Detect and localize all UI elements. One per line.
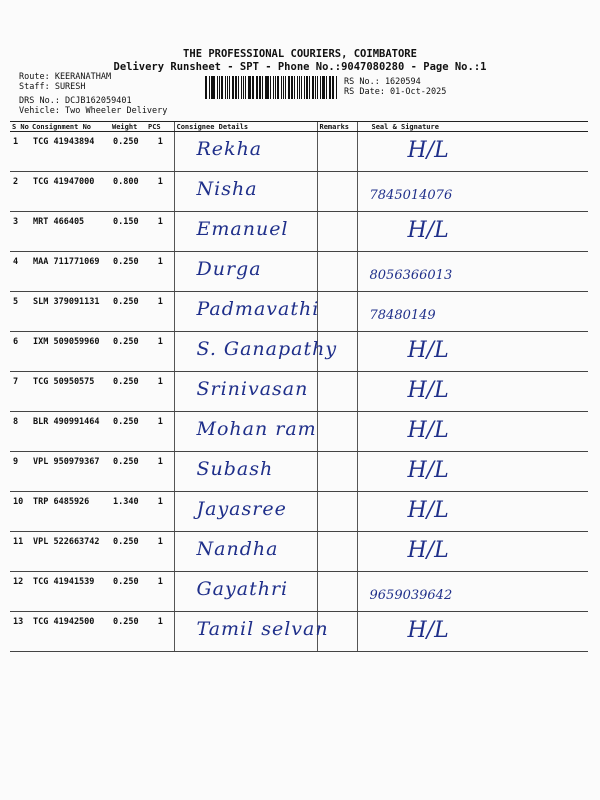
row-sno: 2	[10, 172, 30, 212]
runsheet-table	[10, 121, 588, 652]
runsheet-subtitle: Delivery Runsheet - SPT - Phone No.:9047080280 - Page No.:1	[113, 61, 487, 73]
table-row	[10, 132, 588, 172]
consignee-handwriting: Jayasree	[196, 498, 287, 520]
row-pcs: 1	[146, 572, 174, 612]
col-consignee: Consignee Details	[174, 122, 317, 132]
row-weight: 1.340	[110, 492, 146, 532]
signature: H/L	[407, 418, 449, 443]
barcode-bar	[212, 76, 215, 99]
barcode-bar	[221, 76, 223, 99]
row-weight: 0.250	[110, 612, 146, 652]
row-consignee	[174, 132, 317, 172]
signature: H/L	[407, 458, 449, 483]
row-consignment: SLM 379091131	[30, 292, 110, 332]
barcode-bar	[320, 76, 322, 99]
row-sno: 5	[10, 292, 30, 332]
table-row	[10, 452, 588, 492]
consignee-handwriting: Mohan ram	[196, 418, 317, 440]
vehicle-label: Vehicle: Two Wheeler Delivery	[19, 106, 168, 116]
row-sno: 8	[10, 412, 30, 452]
barcode-bar	[243, 76, 245, 99]
row-weight: 0.800	[110, 172, 146, 212]
row-remarks	[317, 572, 357, 612]
signature: H/L	[407, 618, 449, 643]
signature: H/L	[407, 338, 449, 363]
row-seal	[357, 132, 588, 172]
row-sno: 10	[10, 492, 30, 532]
row-seal	[357, 252, 588, 292]
signature: H/L	[407, 218, 449, 243]
route-label: Route: KEERANATHAM	[19, 72, 112, 82]
barcode-bar	[273, 76, 274, 99]
row-sno: 13	[10, 612, 30, 652]
row-weight: 0.250	[110, 292, 146, 332]
signature: H/L	[407, 498, 449, 523]
consignee-handwriting: Tamil selvan	[196, 618, 329, 640]
row-consignment: TCG 50950575	[30, 372, 110, 412]
barcode-bar	[262, 76, 263, 99]
row-seal	[357, 332, 588, 372]
row-consignment: TCG 41947000	[30, 172, 110, 212]
row-seal	[357, 372, 588, 412]
row-consignment: MAA 711771069	[30, 252, 110, 292]
barcode-bar	[317, 76, 318, 99]
row-consignment: TCG 41943894	[30, 132, 110, 172]
row-sno: 4	[10, 252, 30, 292]
row-weight: 0.250	[110, 532, 146, 572]
row-remarks	[317, 412, 357, 452]
row-consignee	[174, 172, 317, 212]
barcode	[205, 76, 338, 99]
row-weight: 0.250	[110, 132, 146, 172]
row-pcs: 1	[146, 412, 174, 452]
company-title: THE PROFESSIONAL COURIERS, COIMBATORE	[183, 48, 417, 60]
barcode-bar	[306, 76, 309, 99]
barcode-bar	[241, 76, 242, 99]
row-remarks	[317, 292, 357, 332]
barcode-bar	[277, 76, 279, 99]
row-remarks	[317, 532, 357, 572]
barcode-bar	[256, 76, 258, 99]
barcode-bar	[299, 76, 300, 99]
barcode-bar	[238, 76, 239, 99]
row-consignment: VPL 950979367	[30, 452, 110, 492]
table-row	[10, 612, 588, 652]
row-consignment: VPL 522663742	[30, 532, 110, 572]
barcode-bar	[322, 76, 325, 99]
row-weight: 0.250	[110, 252, 146, 292]
barcode-bar	[217, 76, 218, 99]
row-consignment: TCG 41942500	[30, 612, 110, 652]
row-consignment: TCG 41941539	[30, 572, 110, 612]
barcode-bar	[225, 76, 226, 99]
row-seal	[357, 452, 588, 492]
barcode-bar	[297, 76, 299, 99]
rs-number: RS No.: 1620594	[344, 77, 421, 87]
barcode-bar	[229, 76, 230, 99]
col-consignment: Consignment No	[30, 122, 110, 132]
table-row	[10, 572, 588, 612]
barcode-bar	[270, 76, 271, 99]
signature: H/L	[407, 538, 449, 563]
row-pcs: 1	[146, 252, 174, 292]
row-pcs: 1	[146, 212, 174, 252]
col-seal: Seal & Signature	[357, 122, 588, 132]
barcode-bar	[312, 76, 314, 99]
staff-label: Staff: SURESH	[19, 82, 86, 92]
row-sno: 9	[10, 452, 30, 492]
table-row	[10, 292, 588, 332]
signature-phone: 9659039642	[369, 588, 453, 603]
barcode-bar	[205, 76, 207, 99]
table-row	[10, 332, 588, 372]
row-seal	[357, 172, 588, 212]
row-consignee	[174, 572, 317, 612]
barcode-bar	[330, 76, 331, 99]
table-row	[10, 492, 588, 532]
row-consignee	[174, 332, 338, 372]
row-seal	[357, 532, 588, 572]
barcode-bar	[304, 76, 305, 99]
row-consignee	[174, 452, 317, 492]
barcode-bar	[259, 76, 261, 99]
row-remarks	[317, 452, 357, 492]
barcode-bar	[275, 76, 277, 99]
consignee-handwriting: Rekha	[196, 138, 263, 160]
barcode-bar	[291, 76, 293, 99]
signature: H/L	[407, 378, 449, 403]
row-seal	[357, 612, 588, 652]
table-row	[10, 172, 588, 212]
barcode-bar	[227, 76, 228, 99]
row-weight: 0.250	[110, 452, 146, 492]
barcode-bar	[211, 76, 212, 99]
row-pcs: 1	[146, 612, 174, 652]
barcode-bar	[266, 76, 269, 99]
row-consignee	[174, 252, 317, 292]
row-remarks	[317, 332, 357, 372]
row-consignee	[174, 372, 317, 412]
row-weight: 0.250	[110, 412, 146, 452]
barcode-bar	[235, 76, 237, 99]
signature-phone: 78480149	[369, 308, 436, 323]
barcode-bar	[309, 76, 310, 99]
row-seal	[357, 492, 588, 532]
barcode-bar	[281, 76, 282, 99]
row-sno: 1	[10, 132, 30, 172]
consignee-handwriting: Subash	[196, 458, 274, 480]
table-row	[10, 532, 588, 572]
barcode-bar	[245, 76, 246, 99]
consignee-handwriting: Emanuel	[196, 218, 289, 240]
row-remarks	[317, 492, 357, 532]
col-weight: Weight	[110, 122, 146, 132]
barcode-bar	[315, 76, 316, 99]
row-pcs: 1	[146, 132, 174, 172]
row-pcs: 1	[146, 172, 174, 212]
row-sno: 6	[10, 332, 30, 372]
barcode-bar	[336, 76, 337, 99]
barcode-bar	[253, 76, 254, 99]
row-consignee	[174, 292, 320, 332]
barcode-bar	[283, 76, 284, 99]
table-row	[10, 412, 588, 452]
row-sno: 3	[10, 212, 30, 252]
barcode-bar	[288, 76, 291, 99]
signature: H/L	[407, 138, 449, 163]
signature-phone: 7845014076	[369, 188, 453, 203]
table-row	[10, 212, 588, 252]
row-consignee	[174, 492, 317, 532]
row-consignee	[174, 612, 329, 652]
barcode-bar	[285, 76, 286, 99]
row-consignment: BLR 490991464	[30, 412, 110, 452]
drs-number: DRS No.: DCJB162059401	[19, 96, 132, 106]
consignee-handwriting: Srinivasan	[196, 378, 309, 400]
barcode-bar	[326, 76, 327, 99]
barcode-bar	[329, 76, 330, 99]
row-weight: 0.250	[110, 372, 146, 412]
row-remarks	[317, 372, 357, 412]
row-consignment: MRT 466405	[30, 212, 110, 252]
row-pcs: 1	[146, 452, 174, 492]
row-sno: 12	[10, 572, 30, 612]
row-remarks	[317, 132, 357, 172]
row-pcs: 1	[146, 492, 174, 532]
consignee-handwriting: Nisha	[196, 178, 258, 200]
row-seal	[357, 212, 588, 252]
row-consignment: IXM 509059960	[30, 332, 110, 372]
row-seal	[357, 412, 588, 452]
row-consignment: TRP 6485926	[30, 492, 110, 532]
row-sno: 7	[10, 372, 30, 412]
barcode-bar	[252, 76, 253, 99]
row-pcs: 1	[146, 532, 174, 572]
barcode-bar	[332, 76, 334, 99]
consignee-handwriting: Padmavathi	[196, 298, 320, 320]
barcode-bar	[265, 76, 266, 99]
table-row	[10, 372, 588, 412]
barcode-bar	[219, 76, 221, 99]
table-row	[10, 252, 588, 292]
row-remarks	[317, 252, 357, 292]
signature-phone: 8056366013	[369, 268, 453, 283]
barcode-bar	[209, 76, 210, 99]
col-pcs: PCS	[146, 122, 174, 132]
row-remarks	[317, 212, 357, 252]
consignee-handwriting: Durga	[196, 258, 262, 280]
barcode-bar	[294, 76, 295, 99]
row-weight: 0.150	[110, 212, 146, 252]
row-sno: 11	[10, 532, 30, 572]
row-remarks	[317, 172, 357, 212]
barcode-bar	[248, 76, 251, 99]
row-consignee	[174, 412, 317, 452]
col-remarks: Remarks	[317, 122, 357, 132]
rs-date: RS Date: 01-Oct-2025	[344, 87, 447, 97]
row-consignee	[174, 532, 317, 572]
consignee-handwriting: S. Ganapathy	[196, 338, 338, 360]
consignee-handwriting: Gayathri	[196, 578, 289, 600]
row-pcs: 1	[146, 372, 174, 412]
row-pcs: 1	[146, 292, 174, 332]
row-seal	[357, 572, 588, 612]
consignee-handwriting: Nandha	[196, 538, 279, 560]
row-remarks	[317, 612, 357, 652]
barcode-bar	[232, 76, 235, 99]
col-sno: S No	[12, 122, 29, 131]
row-weight: 0.250	[110, 332, 146, 372]
row-pcs: 1	[146, 332, 174, 372]
row-consignee	[174, 212, 317, 252]
barcode-bar	[301, 76, 302, 99]
row-seal	[357, 292, 588, 332]
table-header	[10, 122, 588, 132]
row-weight: 0.250	[110, 572, 146, 612]
